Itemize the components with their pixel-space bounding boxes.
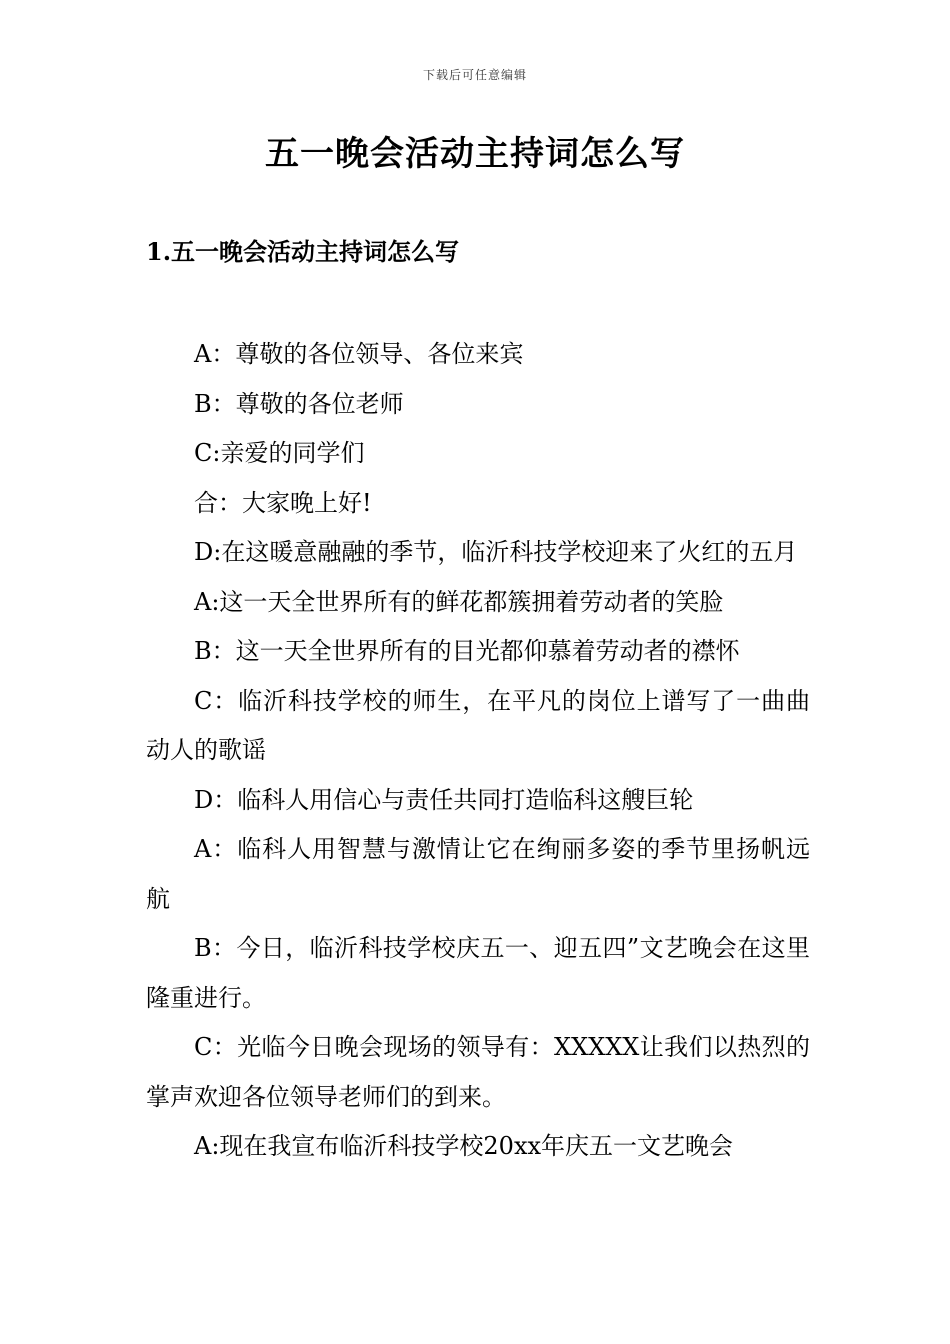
paragraph: A:这一天全世界所有的鲜花都簇拥着劳动者的笑脸	[194, 587, 724, 616]
paragraph: D：临科人用信心与责任共同打造临科这艘巨轮	[194, 785, 694, 814]
header-note: 下载后可任意编辑	[422, 68, 527, 82]
section-heading: 1.五一晚会活动主持词怎么写	[146, 237, 460, 266]
paragraph: B：这一天全世界所有的目光都仰慕着劳动者的襟怀	[194, 637, 740, 665]
paragraph: A:现在我宣布临沂科技学校20xx年庆五一文艺晚会	[194, 1132, 734, 1160]
paragraph: C：光临今日晚会现场的领导有：XXXXX让我们以热烈的掌声欢迎各位领导老师们的到来。	[146, 1033, 810, 1111]
paragraph: B：今日，临沂科技学校庆五一、迎五四”文艺晚会在这里隆重进行。	[146, 934, 810, 1012]
body-text	[146, 330, 810, 1172]
paragraph: A：尊敬的各位领导、各位来宾	[194, 340, 524, 368]
document-title: 五一晚会活动主持词怎么写	[265, 134, 685, 174]
paragraph: C:亲爱的同学们	[194, 439, 365, 467]
paragraph: B：尊敬的各位老师	[194, 389, 404, 418]
paragraph: 合：大家晚上好!	[194, 488, 372, 517]
paragraph: A：临科人用智慧与激情让它在绚丽多姿的季节里扬帆远航	[146, 835, 810, 913]
paragraph: D:在这暖意融融的季节，临沂科技学校迎来了火红的五月	[194, 538, 798, 566]
paragraph: C：临沂科技学校的师生，在平凡的岗位上谱写了一曲曲动人的歌谣	[146, 686, 810, 764]
